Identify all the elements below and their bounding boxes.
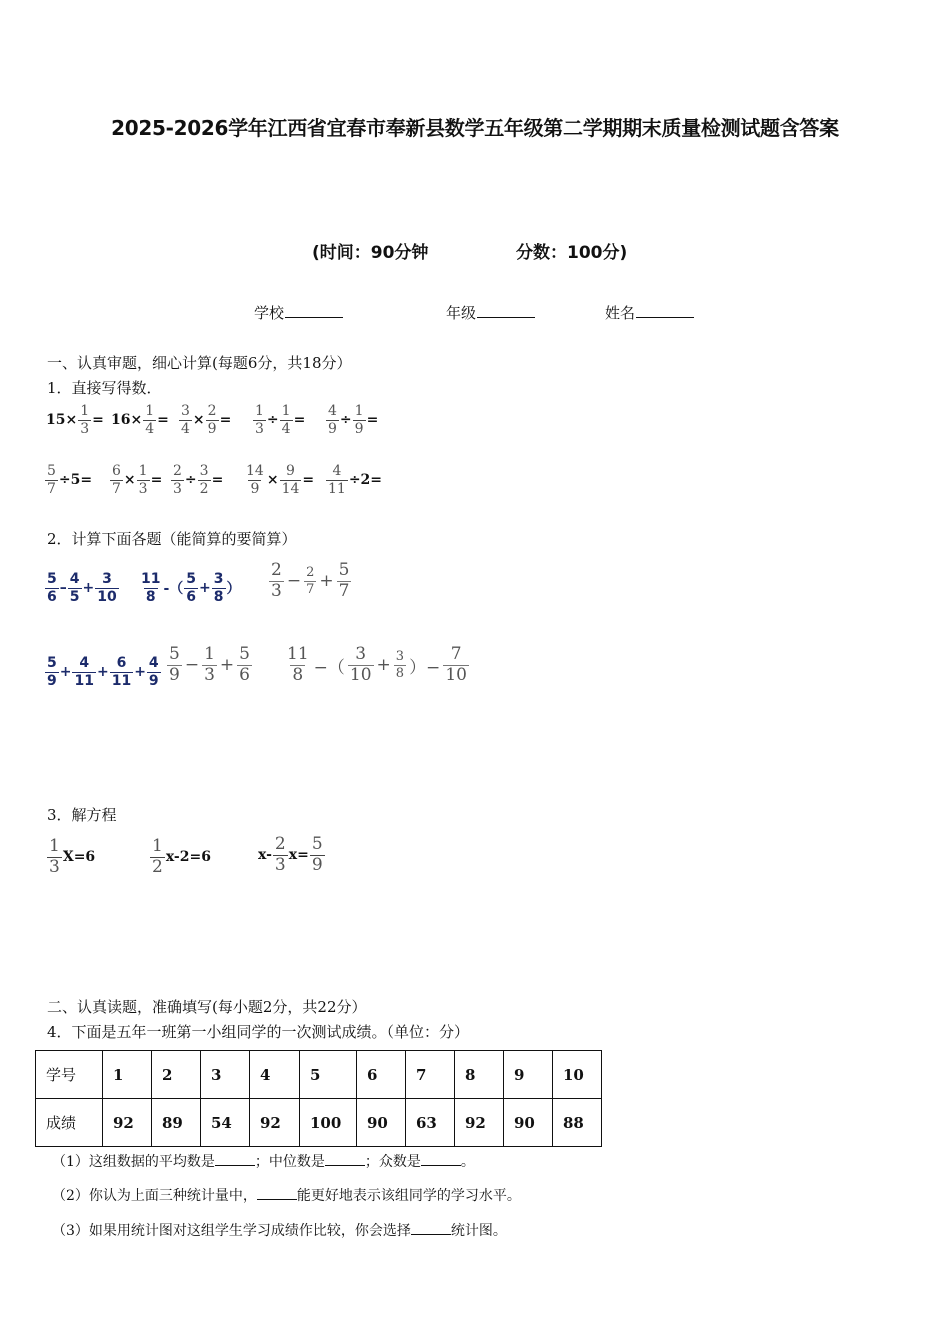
table-cell: 6 (357, 1051, 406, 1099)
q1-item: $\frac{5}{7}$ ÷5= (47, 463, 93, 497)
name-field: 姓名 (605, 302, 694, 323)
page-title: 2025-2026学年江西省宜春市奉新县数学五年级第二学期期末质量检测试题含答案 (111, 116, 839, 140)
q2-expression: $\frac{2}{3}$ − $\frac{2}{7}$ + $\frac{5}{7}$ (271, 560, 350, 601)
table-cell: 90 (357, 1099, 406, 1147)
q3-equation: x- $\frac{2}{3}$ x= $\frac{5}{9}$ (258, 834, 323, 875)
question-2-label: 2．计算下面各题（能简算的要简算） (47, 530, 297, 548)
table-cell: 4 (250, 1051, 300, 1099)
table-cell: 7 (406, 1051, 455, 1099)
table-cell: 89 (152, 1099, 201, 1147)
section-1-heading: 一、认真审题，细心计算(每题6分，共18分） (47, 354, 352, 372)
table-cell: 100 (300, 1099, 357, 1147)
q3-equation: $\frac{1}{3}$ X=6 (49, 836, 96, 877)
grade-field: 年级 (446, 302, 535, 323)
table-cell: 63 (406, 1099, 455, 1147)
q1-item: $\frac{1}{3}$ ÷ $\frac{1}{4}$ = (255, 403, 306, 437)
q2-expression: $\frac{5}{6}$ – $\frac{4}{5}$ + $\frac{3}{10}$ (47, 571, 117, 605)
q2-expression: $\frac{11}{8}$ −（ $\frac{3}{10}$ + $\frac{3}{8}$ ）− $\frac{7}{10}$ (287, 644, 467, 685)
table-cell: 2 (152, 1051, 201, 1099)
table-header-cell: 学号 (36, 1051, 103, 1099)
q2-expression: $\frac{11}{8}$ -（ $\frac{5}{6}$ + $\frac{3}{8}$ ） (141, 571, 241, 605)
q2-expression: $\frac{5}{9}$ + $\frac{4}{11}$ + $\frac{6}{11}$ + $\frac{4}{9}$ (47, 655, 159, 689)
table-cell: 88 (553, 1099, 602, 1147)
table-cell: 54 (201, 1099, 250, 1147)
question-1-label: 1．直接写得数． (47, 379, 162, 397)
table-cell: 9 (504, 1051, 553, 1099)
q1-item: $\frac{4}{9}$ ÷ $\frac{1}{9}$ = (328, 403, 379, 437)
q2-expression: $\frac{5}{9}$ − $\frac{1}{3}$ + $\frac{5}{6}$ (169, 644, 250, 685)
table-cell: 92 (250, 1099, 300, 1147)
q1-item: $\frac{4}{11}$ ÷2= (328, 463, 383, 497)
q1-item: $\frac{6}{7}$ × $\frac{1}{3}$ = (112, 463, 163, 497)
table-cell: 5 (300, 1051, 357, 1099)
table-row (36, 1099, 602, 1147)
score-label: 分数：100分) (516, 243, 628, 263)
sub-question-2: （2）你认为上面三种统计量中， 能更好地表示该组同学的学习水平。 (52, 1188, 521, 1204)
school-field: 学校 (254, 302, 343, 323)
table-header-cell: 成绩 (36, 1099, 103, 1147)
score-table (35, 1050, 602, 1147)
table-row (36, 1051, 602, 1099)
q1-item: $\frac{14}{9}$ × $\frac{9}{14}$ = (246, 463, 315, 497)
table-cell: 1 (103, 1051, 152, 1099)
question-4-label: 4．下面是五年一班第一小组同学的一次测试成绩。（单位：分） (47, 1023, 470, 1041)
sub-question-1: （1）这组数据的平均数是 ；中位数是 ；众数是 。 (52, 1154, 475, 1170)
table-cell: 3 (201, 1051, 250, 1099)
q1-item: $\frac{3}{4}$ × $\frac{2}{9}$ = (181, 403, 232, 437)
table-cell: 92 (103, 1099, 152, 1147)
time-label: (时间：90分钟 (312, 243, 429, 263)
table-cell: 92 (455, 1099, 504, 1147)
table-cell: 10 (553, 1051, 602, 1099)
section-2-heading: 二、认真读题，准确填写(每小题2分，共22分） (47, 998, 367, 1016)
table-cell: 8 (455, 1051, 504, 1099)
q1-item: 15× $\frac{1}{3}$ = (46, 403, 104, 437)
question-3-label: 3．解方程 (47, 806, 117, 824)
q1-item: $\frac{2}{3}$ ÷ $\frac{3}{2}$ = (173, 463, 224, 497)
sub-question-3: （3）如果用统计图对这组学生学习成绩作比较，你会选择 统计图。 (52, 1223, 507, 1239)
q1-item: 16× $\frac{1}{4}$ = (111, 403, 169, 437)
table-cell: 90 (504, 1099, 553, 1147)
q3-equation: $\frac{1}{2}$ x-2=6 (152, 836, 211, 877)
